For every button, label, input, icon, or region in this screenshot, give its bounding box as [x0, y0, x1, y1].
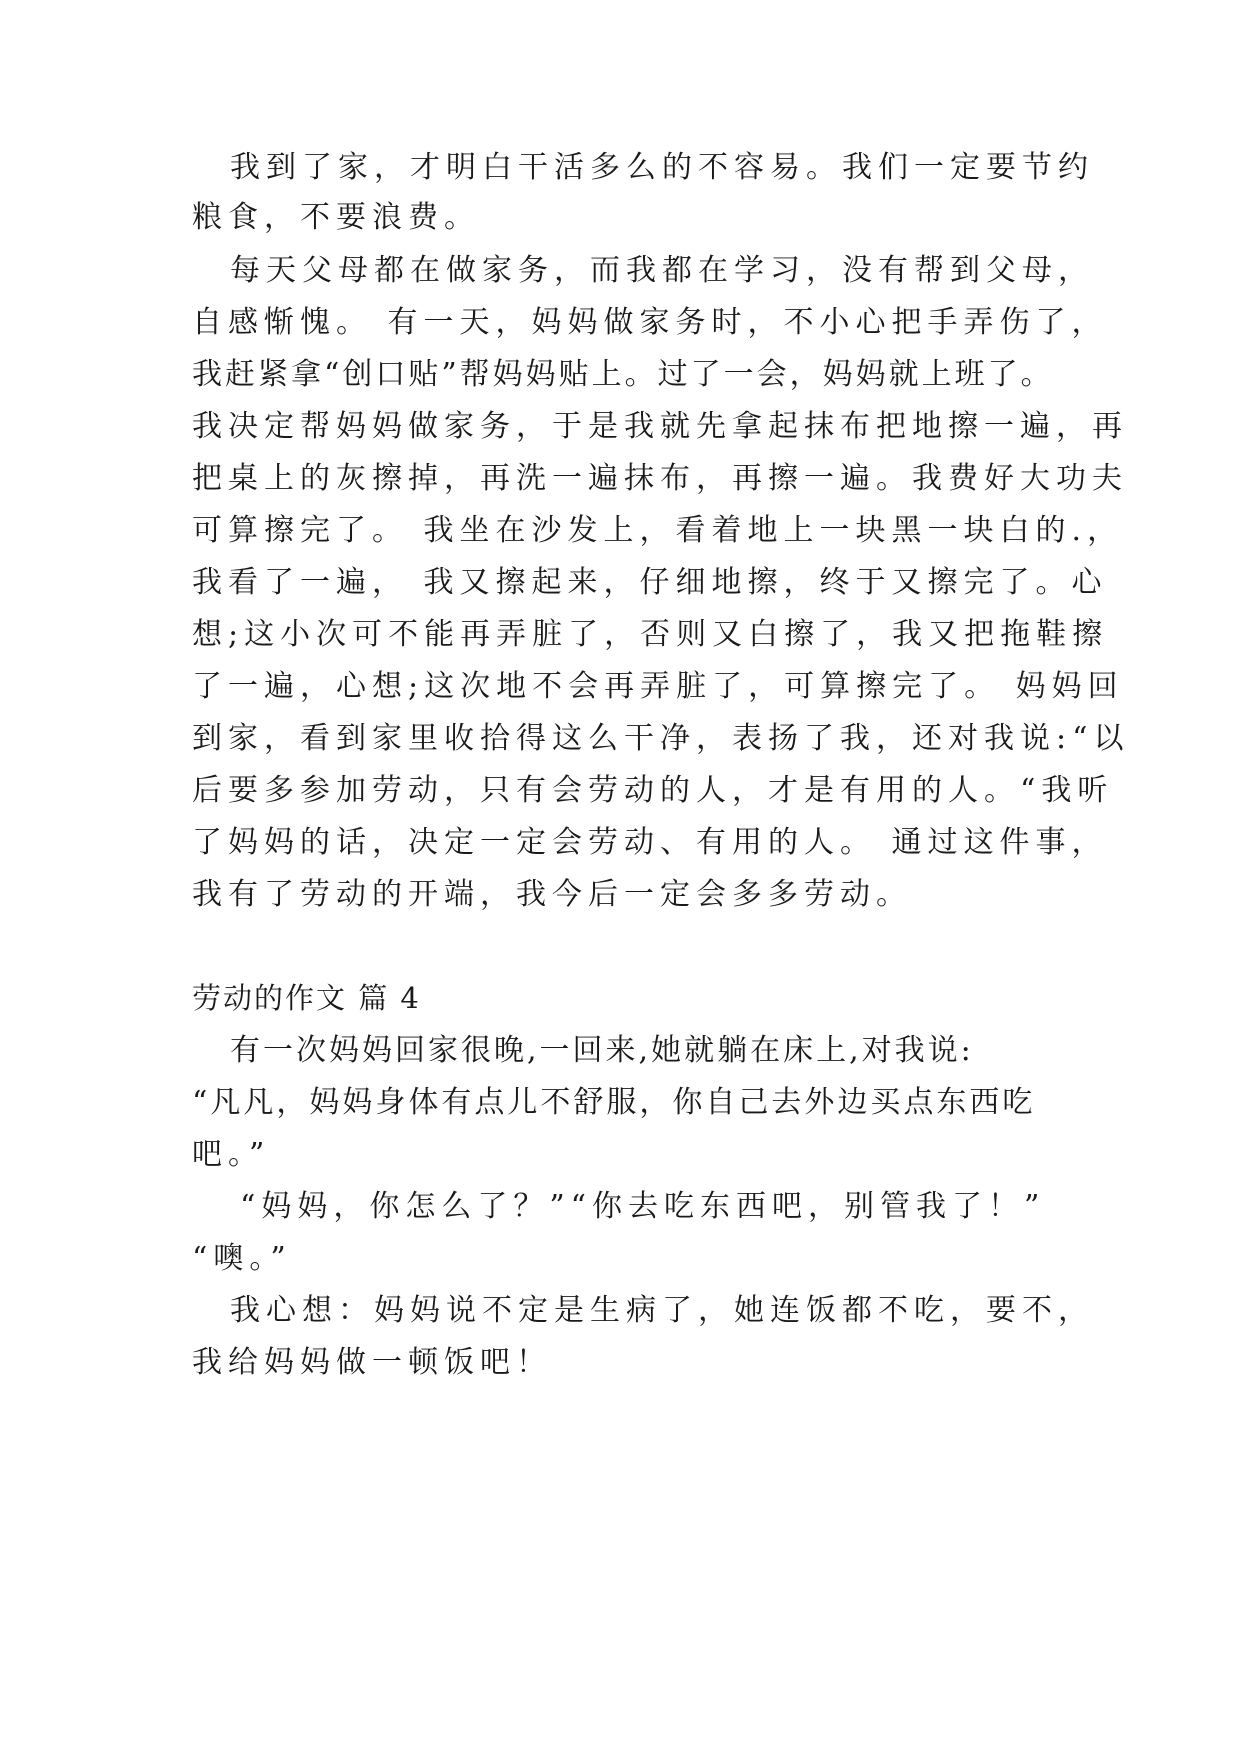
paragraph-2-line-2: 自感惭愧。 有一天，妈妈做家务时，不小心把手弄伤了，: [192, 305, 1108, 340]
paragraph-5-line-2: 我给妈妈做一顿饭吧！: [192, 1345, 552, 1380]
paragraph-2-line-12: 了妈妈的话，决定一定会劳动、有用的人。 通过这件事，: [192, 825, 1108, 860]
paragraph-2-line-10: 到家，看到家里收拾得这么干净，表扬了我，还对我说:“以: [192, 721, 1130, 756]
paragraph-1-line-1: 我到了家，才明白干活多么的不容易。我们一定要节约: [230, 150, 1094, 185]
paragraph-2-line-8: 想;这小次可不能再弄脏了，否则又白擦了，我又把拖鞋擦: [192, 617, 1109, 652]
paragraph-2-line-1: 每天父母都在做家务，而我都在学习，没有帮到父母，: [230, 253, 1094, 288]
paragraph-2-line-3: 我赶紧拿“创口贴”帮妈妈贴上。过了一会，妈妈就上班了。: [192, 357, 1054, 392]
paragraph-4-line-2: “噢。”: [192, 1241, 292, 1276]
paragraph-2-line-6: 可算擦完了。 我坐在沙发上，看着地上一块黑一块白的.，: [192, 513, 1124, 548]
paragraph-2-line-5: 把桌上的灰擦掉，再洗一遍抹布，再擦一遍。我费好大功夫: [192, 461, 1128, 496]
paragraph-2-line-9: 了一遍，心想;这次地不会再弄脏了，可算擦完了。 妈妈回: [192, 669, 1124, 704]
paragraph-4-line-1: “妈妈，你怎么了？”“你去吃东西吧，别管我了！”: [240, 1189, 1046, 1224]
paragraph-3-line-3: 吧。”: [192, 1137, 271, 1172]
paragraph-3-line-2: “凡凡，妈妈身体有点儿不舒服，你自己去外边买点东西吃: [192, 1085, 1036, 1120]
paragraph-2-line-7: 我看了一遍， 我又擦起来，仔细地擦，终于又擦完了。心: [192, 565, 1108, 600]
paragraph-2-line-13: 我有了劳动的开端，我今后一定会多多劳动。: [192, 877, 912, 912]
paragraph-2-line-11: 后要多参加劳动，只有会劳动的人，才是有用的人。“我听: [192, 773, 1114, 808]
paragraph-2-line-4: 我决定帮妈妈做家务，于是我就先拿起抹布把地擦一遍，再: [192, 409, 1128, 444]
paragraph-5-line-1: 我心想：妈妈说不定是生病了，她连饭都不吃，要不，: [230, 1293, 1094, 1328]
paragraph-1-line-2: 粮食，不要浪费。: [192, 200, 480, 235]
section-heading: 劳动的作文 篇 4: [192, 981, 421, 1015]
paragraph-3-line-1: 有一次妈妈回家很晚,一回来,她就躺在床上,对我说:: [230, 1033, 974, 1068]
